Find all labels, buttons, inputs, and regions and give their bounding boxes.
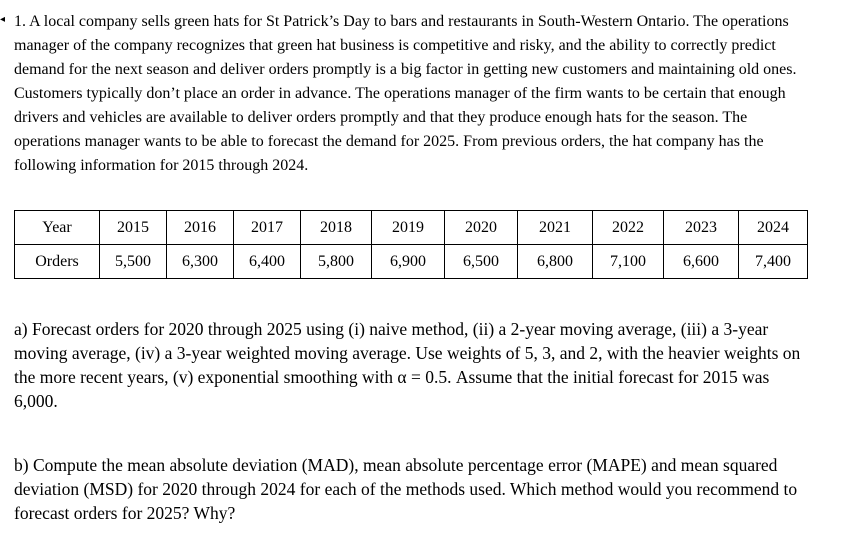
year-cell: 2016 <box>167 211 234 245</box>
year-cell: 2018 <box>301 211 372 245</box>
orders-cell: 6,800 <box>518 245 593 279</box>
year-cell: 2021 <box>518 211 593 245</box>
part-b-text: b) Compute the mean absolute deviation (MAD), mean absolute percentage error (MAPE) and mean squared deviation (MSD) for 2020 through 2024 for each of the methods used. Which method would you recommend to forecast orders for 2025? Why? <box>14 455 798 523</box>
year-cell: 2015 <box>100 211 167 245</box>
orders-cell: 6,500 <box>445 245 518 279</box>
orders-cell: 6,300 <box>167 245 234 279</box>
orders-cell: 6,400 <box>234 245 301 279</box>
orders-cell: 5,500 <box>100 245 167 279</box>
year-cell: 2017 <box>234 211 301 245</box>
orders-cell: 5,800 <box>301 245 372 279</box>
orders-cell: 7,400 <box>739 245 808 279</box>
table-row-year <box>15 211 808 245</box>
part-a-text: a) Forecast orders for 2020 through 2025 using (i) naive method, (ii) a 2-year moving average, (iii) a 3-year moving average, (iv) a 3-year weighted moving average. Use weights of 5, 3, and 2, with the heavier weights on the more recent years, (v) exponential smoothing with α = 0.5. Assume that the initial forecast for 2015 was 6,000. <box>14 319 801 411</box>
row-label-year: Year <box>15 211 100 245</box>
question-text-paragraph <box>14 10 816 178</box>
orders-cell: 6,600 <box>664 245 739 279</box>
year-cell: 2019 <box>372 211 445 245</box>
year-cell: 2022 <box>593 211 664 245</box>
orders-cell: 7,100 <box>593 245 664 279</box>
table-row-orders <box>15 245 808 279</box>
question-text: A local company sells green hats for St Patrick’s Day to bars and restaurants in South-Western Ontario. The operations manager of the company recognizes that green hat business is competitive and risky, and the ability to correctly predict demand for the next season and deliver orders promptly is a big factor in getting new customers and maintaining old ones. Customers typically don’t place an order in advance. The operations manager of the firm wants to be certain that enough drivers and vehicles are available to deliver orders promptly and that they produce enough hats for the season. The operations manager wants to be able to forecast the demand for 2025. From previous orders, the hat company has the following information for 2015 through 2024. <box>14 13 797 174</box>
list-marker: ◂ <box>0 14 6 25</box>
orders-table <box>14 210 808 279</box>
row-label-orders: Orders <box>15 245 100 279</box>
question-number: 1. <box>14 13 26 30</box>
year-cell: 2023 <box>664 211 739 245</box>
year-cell: 2020 <box>445 211 518 245</box>
orders-cell: 6,900 <box>372 245 445 279</box>
year-cell: 2024 <box>739 211 808 245</box>
